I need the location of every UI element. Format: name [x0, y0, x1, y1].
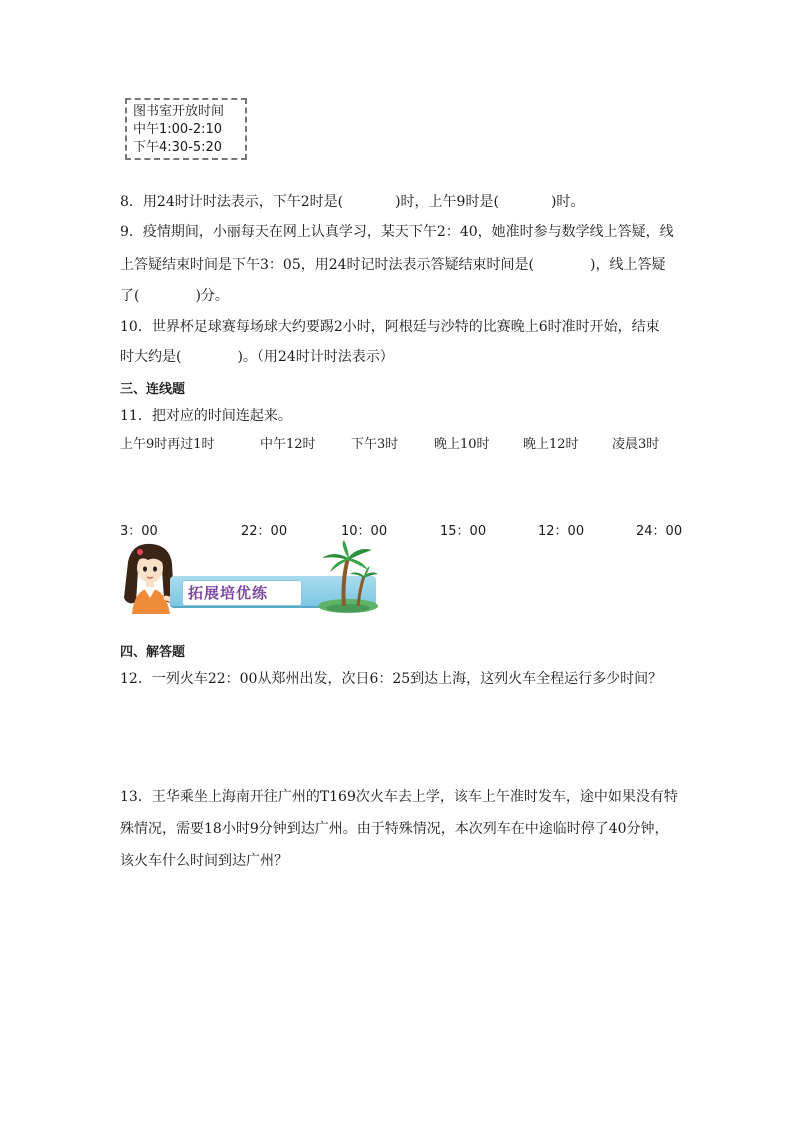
- match-top-item[interactable]: 晚上10时: [434, 437, 490, 452]
- q8-part3: )时。: [550, 194, 585, 210]
- library-hours-noon: 中午1:00-2:10: [133, 122, 223, 137]
- question-11: 11．把对应的时间连起来。: [120, 408, 292, 424]
- question-8: [120, 191, 584, 211]
- match-bottom-item[interactable]: 15：00: [440, 524, 487, 539]
- library-hours-title: 图书室开放时间: [133, 104, 225, 119]
- question-10-line2: [120, 346, 394, 366]
- match-top-item[interactable]: 下午3时: [351, 437, 399, 452]
- q9-line3a: 了(: [120, 288, 140, 304]
- question-9-line1: 9．疫情期间，小丽每天在网上认真学习，某天下午2：40，她准时参与数学线上答疑，线: [120, 224, 674, 240]
- q9-line2a: 上答疑结束时间是下午3：05，用24时记时法表示答疑结束时间是(: [120, 257, 534, 273]
- q10-line2b: )。（用24时计时法表示）: [237, 349, 394, 365]
- question-13-line2: 殊情况，需要18小时9分钟到达广州。由于特殊情况，本次列车在中途临时停了40分钟，: [120, 821, 669, 837]
- q9-line3b: )分。: [195, 288, 229, 304]
- question-13-line3: 该火车什么时间到达广州？: [120, 853, 288, 869]
- banner-label: 拓展培优练: [188, 584, 269, 602]
- library-hours-box: [125, 98, 247, 160]
- library-hours-afternoon: 下午4:30-5:20: [133, 140, 223, 155]
- q10-line2a: 时大约是(: [120, 349, 182, 365]
- match-bottom-item[interactable]: 3：00: [120, 524, 158, 539]
- q8-part2: )时，上午9时是(: [395, 194, 499, 210]
- extension-practice-banner: [118, 540, 380, 614]
- question-13-line1: 13．王华乘坐上海南开往广州的T169次火车去上学，该车上午准时发车，途中如果没有特: [120, 789, 678, 805]
- match-bottom-item[interactable]: 22：00: [241, 524, 288, 539]
- question-9-line2: [120, 254, 665, 274]
- match-bottom-item[interactable]: 10：00: [341, 524, 388, 539]
- section-4-title: 四、解答题: [120, 645, 186, 660]
- match-top-item[interactable]: 晚上12时: [523, 437, 579, 452]
- match-top-item[interactable]: 凌晨3时: [612, 437, 660, 452]
- question-12: 12．一列火车22：00从郑州出发，次日6：25到达上海，这列火车全程运行多少时间？: [120, 671, 663, 687]
- match-top-item[interactable]: 上午9时再过1时: [120, 437, 215, 452]
- question-9-line3: [120, 285, 229, 305]
- question-10-line1: 10．世界杯足球赛每场球大约要踢2小时，阿根廷与沙特的比赛晚上6时准时开始，结束: [120, 319, 660, 335]
- match-bottom-item[interactable]: 24：00: [636, 524, 683, 539]
- match-top-item[interactable]: 中午12时: [260, 437, 316, 452]
- palm-tree-icon: [314, 540, 380, 614]
- q8-part1: 8．用24时计时法表示，下午2时是(: [120, 194, 344, 210]
- q9-line2b: )，线上答疑: [590, 257, 666, 273]
- match-bottom-item[interactable]: 12：00: [538, 524, 585, 539]
- section-3-title: 三、连线题: [120, 382, 186, 397]
